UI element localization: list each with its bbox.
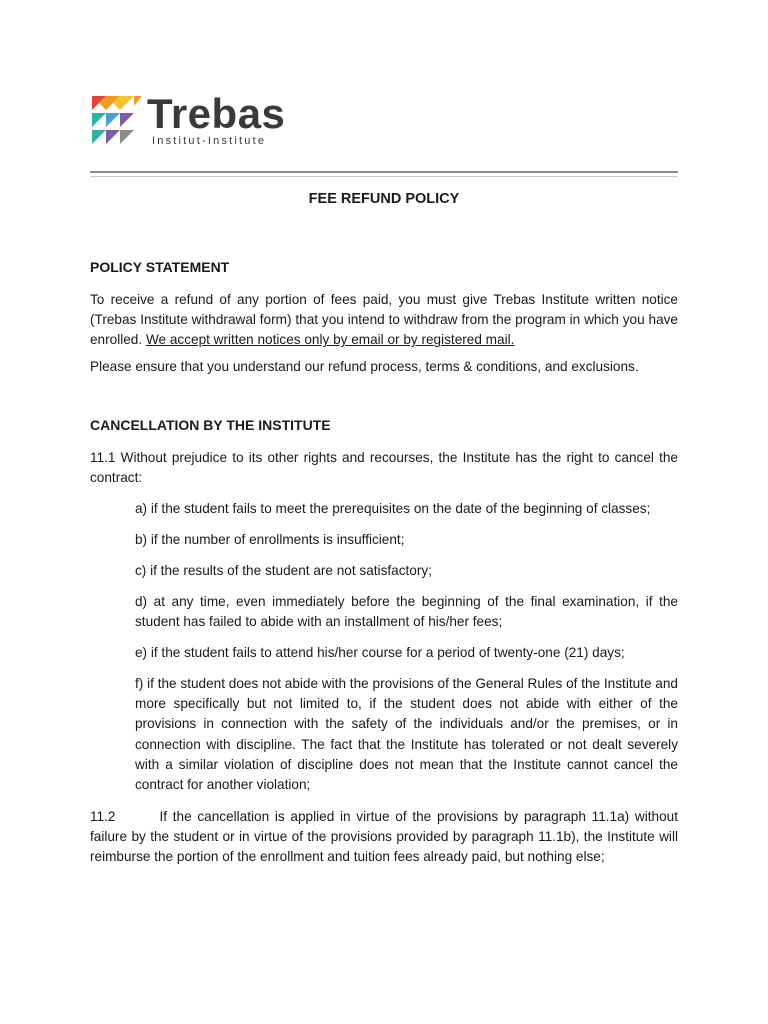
list-item: c) if the results of the student are not satisfactory; — [135, 563, 432, 578]
clause-11-1-intro: 11.1 Without prejudice to its other rights and recourses, the Institute has the right to cancel the contract: — [90, 450, 678, 486]
policy-statement-paragraph — [90, 290, 678, 351]
written-notice-requirement: We accept written notices only by email or by registered mail. — [145, 332, 515, 348]
list-item: e) if the student fails to attend his/her course for a period of twenty-one (21) days; — [135, 645, 625, 660]
clause-11-2-number: 11.2 — [90, 809, 116, 824]
list-item: d) at any time, even immediately before the beginning of the final examination, if the student has failed to abide with an installment of his/her fees; — [135, 594, 678, 630]
clause-11-2 — [90, 807, 678, 868]
list-item: f) if the student does not abide with the provisions of the General Rules of the Institute and more specifically but not limited to, if the student does not abide with either of the provisions in connection with the safety of the individuals and/or the premises, or in connection with discipline. The fact that the Institute has tolerated or not dealt severely with a similar violation of discipline does not mean that the Institute cannot cancel the contract for another violation; — [135, 676, 678, 793]
logo-name: Trebas — [147, 90, 286, 137]
refund-process-note: Please ensure that you understand our refund process, terms & conditions, and exclusions. — [90, 359, 639, 374]
header-divider — [90, 171, 678, 177]
cancellation-heading: CANCELLATION BY THE INSTITUTE — [90, 417, 331, 433]
list-item: a) if the student fails to meet the prerequisites on the date of the beginning of classes; — [135, 501, 651, 516]
logo-subtitle: Institut-Institute — [152, 135, 267, 147]
trebas-logo-mark-icon — [92, 96, 142, 146]
document-title: FEE REFUND POLICY — [308, 191, 460, 207]
clause-11-2-text: If the cancellation is applied in virtue of the provisions by paragraph 11.1a) without failure by the student or in virtue of the provisions provided by paragraph 11.1b), the Institute will reimburse the portion of the enrollment and tuition fees already paid, but nothing else; — [90, 809, 678, 865]
policy-statement-heading: POLICY STATEMENT — [90, 259, 230, 275]
policy-statement-text: To receive a refund of any portion of fees paid, you must give Trebas Institute written notice (Trebas Institute withdrawal form) that you intend to withdraw from the program in which you have enrolled. — [90, 292, 678, 348]
list-item: b) if the number of enrollments is insufficient; — [135, 532, 405, 547]
